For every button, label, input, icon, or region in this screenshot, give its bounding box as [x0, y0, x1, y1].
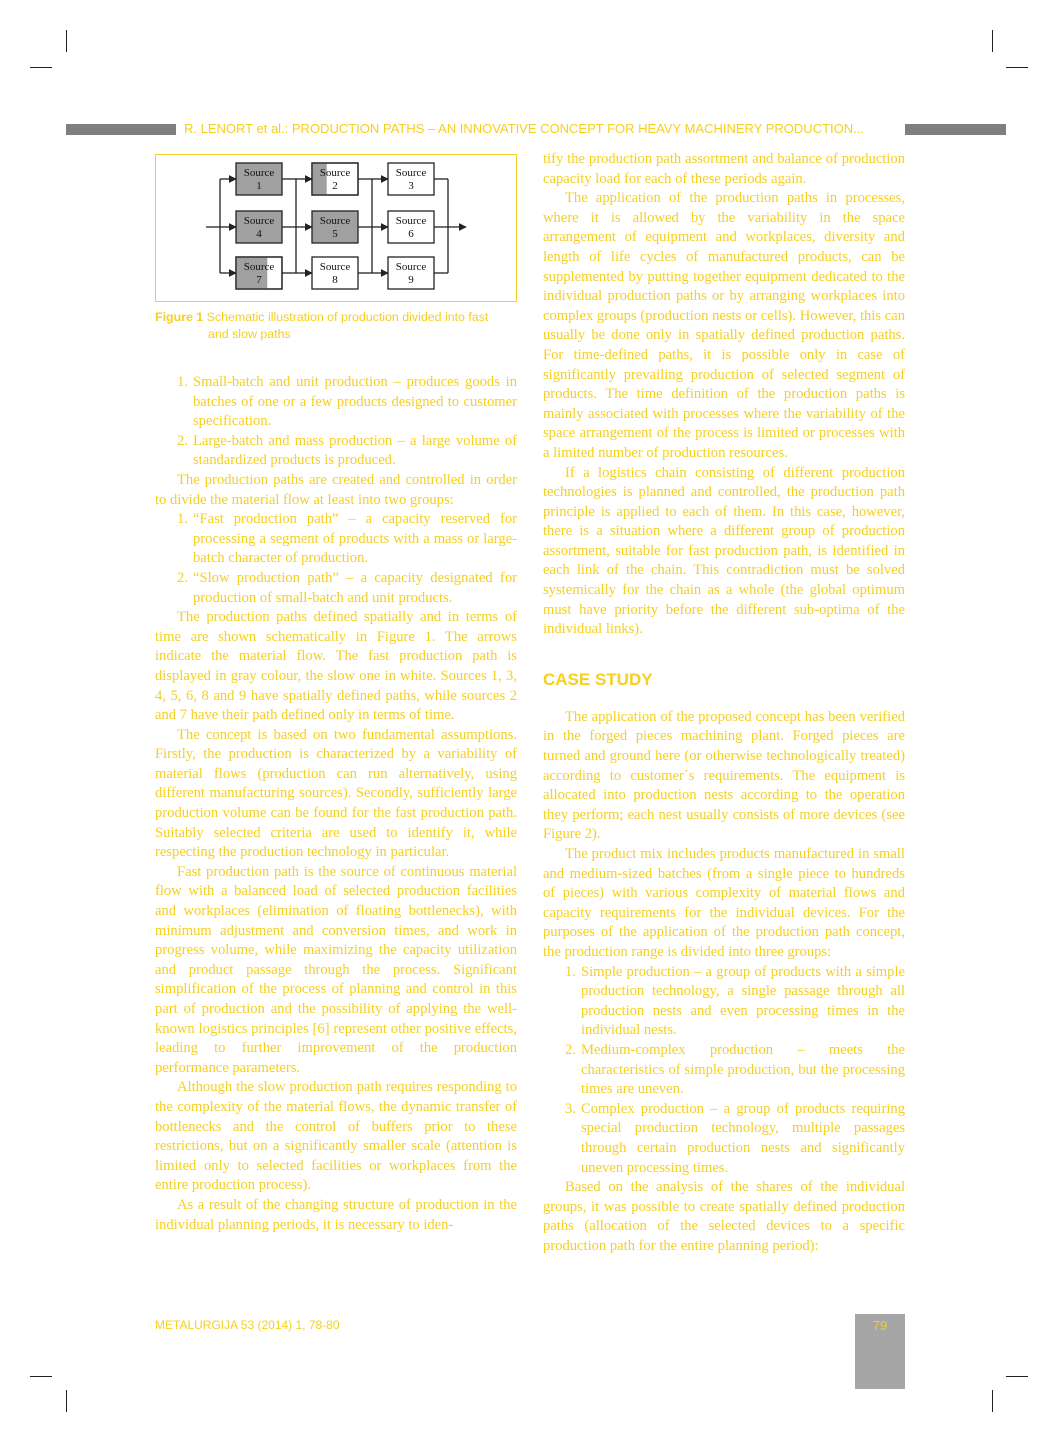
source-number: 4	[256, 228, 262, 240]
source-label: Source	[319, 167, 351, 179]
header-bar-left	[66, 124, 176, 135]
list-number: 3.	[565, 1100, 576, 1117]
paragraph: Based on the analysis of the shares of the individual groups, it was possible to create spatially defined production paths (allocation of the selected devices to a specific production path for the entire planning period):	[543, 1179, 905, 1254]
source-label: Source	[243, 215, 275, 227]
production-types-list	[155, 373, 517, 471]
list-number: 2.	[177, 432, 188, 449]
paragraph: The product mix includes products manufactured in small and medium-sized batches (from a single piece to hundreds of pieces) with various complexity of material flows and capacity requirements for the individual devices. For the purposes of the application of the production path concept, the production range is divided into three groups:	[543, 846, 905, 960]
source-node-9	[388, 257, 434, 289]
paragraph: The application of the proposed concept has been verified in the forged pieces machining plant. Forged pieces are turned and ground here (or otherwise technologically treated) according to customer´s requirements. The equipment is allocated into production nests according to the operation they perform; each nest usually consists of more devices (see Figure 2).	[543, 708, 905, 843]
source-label: Source	[395, 215, 427, 227]
source-number: 7	[256, 274, 262, 286]
source-label: Source	[243, 167, 275, 179]
source-node-2	[312, 163, 358, 195]
source-number: 9	[408, 274, 414, 286]
source-node-7	[236, 257, 282, 289]
list-item	[155, 373, 517, 432]
figure-1	[155, 154, 517, 302]
source-number: 5	[332, 228, 338, 240]
list-number: 1.	[565, 963, 576, 980]
paragraph: tify the production path assortment and balance of production capacity load for each of these periods again.	[543, 151, 905, 187]
paragraph: If a logistics chain consisting of different production technologies is planned and controlled, the production path principle is applied to each of them. In this case, however, there is a situation where a different group of production assortment, suitable for fast production path, is identified in each link of the chain. This contradiction must be solved systemically for the chain as a whole (the global optimum must have priority before the different sub-optima of the individual links).	[543, 464, 905, 638]
figure-caption	[155, 309, 517, 343]
paragraph: As a result of the changing structure of production in the individual planning periods, it is necessary to iden-	[155, 1196, 517, 1233]
source-node-1	[236, 163, 282, 195]
paragraph: The application of the production paths in processes, where it is allowed by the variability in the space arrangement of equipment and workplaces, diversity and length of life cycles of manufactured products, can be supplemented by putting together equipment dedicated to the individual production paths or by arranging workplaces into complex groups (production nests or cells). However, this can usually be done only in spatially defined production paths. For time-defined paths, it is possible only in case of significantly prevailing production of selected segment of products. The time definition of the production paths is mainly associated with processes where the variability of the space arrangement of the process is limited or processes with a limited number of production resources.	[543, 190, 905, 461]
list-text: “Slow production path” – a capacity designated for production of small-batch and unit products.	[193, 569, 517, 606]
crop-mark	[992, 30, 993, 52]
paragraph: Although the slow production path requires responding to the complexity of the material flows, the dynamic transfer of bottlenecks and the control of buffers prior to these restrictions, but on a significantly smaller scale (attention is limited only to selected facilities or workplaces from the entire production process).	[155, 1079, 517, 1194]
source-node-4	[236, 211, 282, 243]
paragraph: The production paths are created and controlled in order to divide the material flow at least into two groups:	[155, 471, 517, 508]
paragraph: Fast production path is the source of continuous material flow with a balanced load of selected production facilities and workplaces (elimination of floating bottlenecks), with minimum adjustment and conversion times, and work in progress volume, while maximizing the capacity utilization and product passage through the process. Significant simplification of the process of planning and control in this part of production and the possibility of applying the well-known logistics principles [6] represent other positive effects, leading to further improvement of the production performance parameters.	[155, 863, 517, 1076]
list-item	[543, 1041, 905, 1100]
source-number: 8	[332, 274, 338, 286]
left-column	[155, 150, 517, 1235]
production-groups-list	[543, 963, 905, 1179]
path-groups-list	[155, 510, 517, 608]
source-node-3	[388, 163, 434, 195]
journal-citation: METALURGIJA 53 (2014) 1, 78-80	[155, 1318, 340, 1332]
crop-mark	[1006, 67, 1028, 68]
header-bar-right	[905, 124, 1006, 135]
running-header: R. LENORT et al.: PRODUCTION PATHS – AN INNOVATIVE CONCEPT FOR HEAVY MACHINERY PRODUCTION...	[184, 121, 864, 136]
source-node-5	[312, 211, 358, 243]
list-text: Medium-complex production – meets the characteristics of simple production, but the processing times are uneven.	[581, 1041, 905, 1098]
source-number: 2	[332, 180, 338, 192]
list-text: Small-batch and unit production – produces goods in batches of one or a few products designed to customer specification.	[193, 374, 517, 430]
paragraph: The concept is based on two fundamental assumptions. Firstly, the production is characterized by a variability of material flows (production can run alternatively, using different manufacturing sources). Secondly, sufficiently large production volume can be found for the fast production path. Suitably selected criteria are used to identify it, while respecting the production technology in particular.	[155, 726, 517, 861]
right-column	[543, 150, 905, 1256]
list-item	[543, 963, 905, 1041]
list-text: “Fast production path” – a capacity reserved for processing a segment of products with a mass or large-batch character of production.	[193, 511, 517, 567]
crop-mark	[30, 67, 52, 68]
paragraph: The production paths defined spatially and in terms of time are shown schematically in Figure 1. The arrows indicate the material flow. The fast production path is displayed in gray colour, the slow one in white. Sources 1, 3, 4, 5, 6, 8 and 9 have spatially defined paths, while sources 2 and 7 have their path defined only in terms of time.	[155, 609, 517, 724]
list-text: Simple production – a group of products with a simple production technology, a single passage through all production nests and even processing times in the individual nests.	[581, 963, 905, 1039]
crop-mark	[66, 1390, 67, 1412]
list-item	[543, 1100, 905, 1178]
source-node-8	[312, 257, 358, 289]
page-number: 79	[872, 1318, 888, 1333]
page-number-box	[855, 1314, 905, 1389]
list-item	[155, 432, 517, 471]
list-number: 1.	[177, 511, 188, 528]
crop-mark	[992, 1390, 993, 1412]
source-node-6	[388, 211, 434, 243]
crop-mark	[1006, 1376, 1028, 1377]
source-label: Source	[319, 261, 351, 273]
flow-diagram	[156, 155, 516, 301]
crop-mark	[30, 1376, 52, 1377]
crop-mark	[66, 30, 67, 52]
list-number: 2.	[565, 1041, 576, 1058]
source-number: 6	[408, 228, 414, 240]
list-item	[155, 510, 517, 569]
list-number: 1.	[177, 374, 188, 390]
list-item	[155, 569, 517, 608]
list-number: 2.	[177, 569, 188, 586]
figure-label: Figure 1	[155, 310, 204, 324]
source-label: Source	[395, 261, 427, 273]
figure-caption-line1: Schematic illustration of production divided into fast	[206, 310, 489, 324]
section-heading: CASE STUDY	[543, 669, 653, 689]
source-number: 3	[408, 180, 414, 192]
figure-caption-line2: and slow paths	[208, 327, 291, 341]
source-label: Source	[395, 167, 427, 179]
source-number: 1	[256, 180, 262, 192]
source-label: Source	[243, 261, 275, 273]
list-text: Complex production – a group of products requiring special production technology, multiple passages through certain production nests and significantly uneven processing times.	[581, 1100, 905, 1176]
list-text: Large-batch and mass production – a large volume of standardized products is produced.	[193, 432, 517, 469]
source-label: Source	[319, 215, 351, 227]
